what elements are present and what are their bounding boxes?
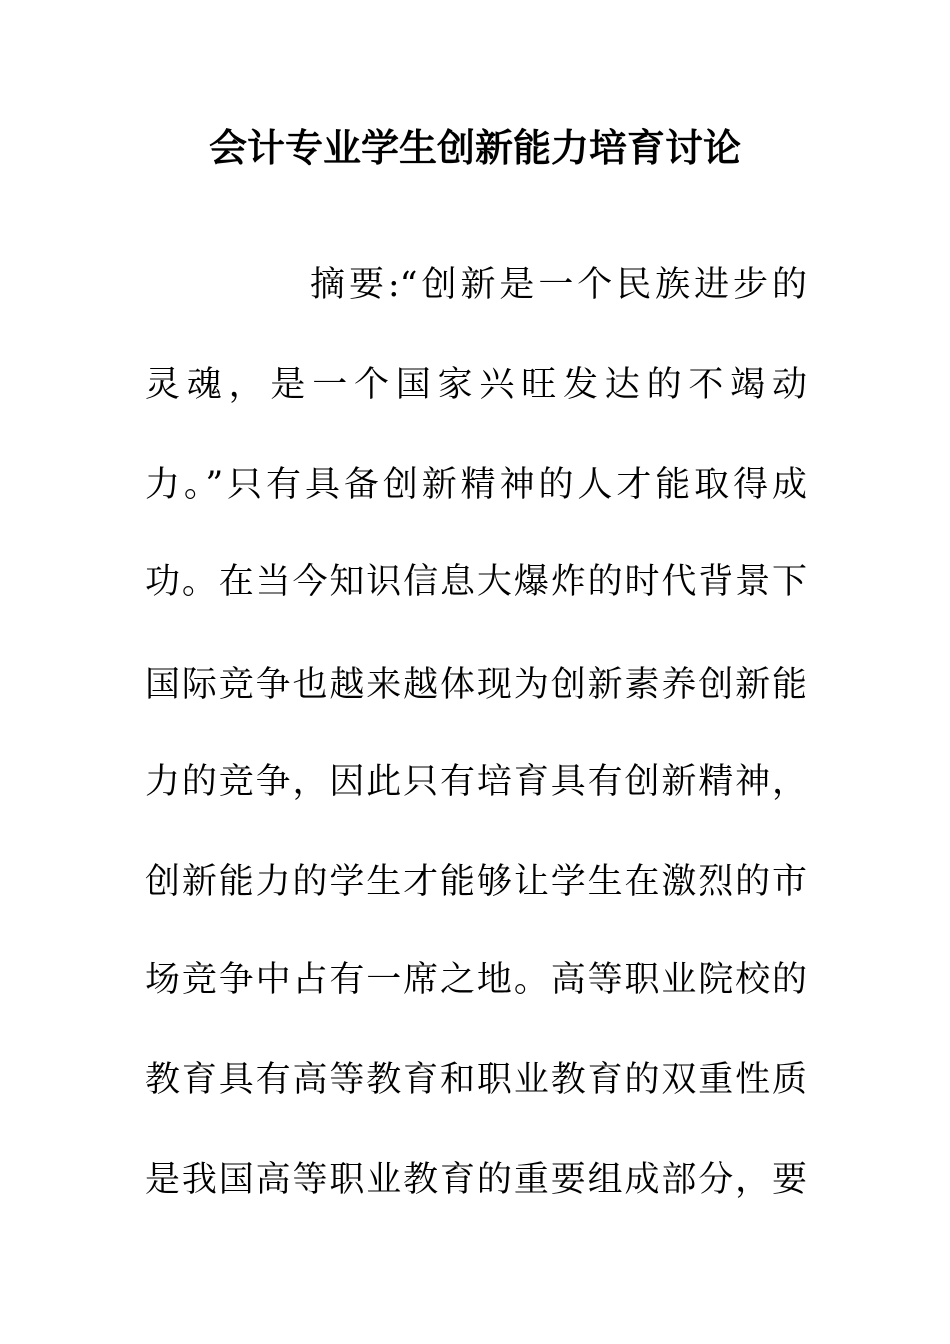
body-line-3: 力。”只有具备创新精神的人才能取得成 <box>145 465 807 505</box>
document-title: 会计专业学生创新能力培育讨论 <box>208 126 741 170</box>
body-line-9: 教育具有高等教育和职业教育的双重性质 <box>145 1060 807 1100</box>
body-line-5: 国际竞争也越来越体现为创新素养创新能 <box>145 665 807 705</box>
body-line-6: 力的竞争，因此只有培育具有创新精神， <box>145 762 807 802</box>
body-line-1: 摘要:“创新是一个民族进步的 <box>310 265 807 305</box>
body-line-2: 灵魂，是一个国家兴旺发达的不竭动 <box>145 365 807 405</box>
body-line-8: 场竞争中占有一席之地。高等职业院校的 <box>145 960 807 1000</box>
body-line-7: 创新能力的学生才能够让学生在激烈的市 <box>145 862 807 902</box>
body-line-4: 功。在当今知识信息大爆炸的时代背景下 <box>145 562 807 602</box>
body-line-10: 是我国高等职业教育的重要组成部分，要 <box>145 1160 807 1200</box>
